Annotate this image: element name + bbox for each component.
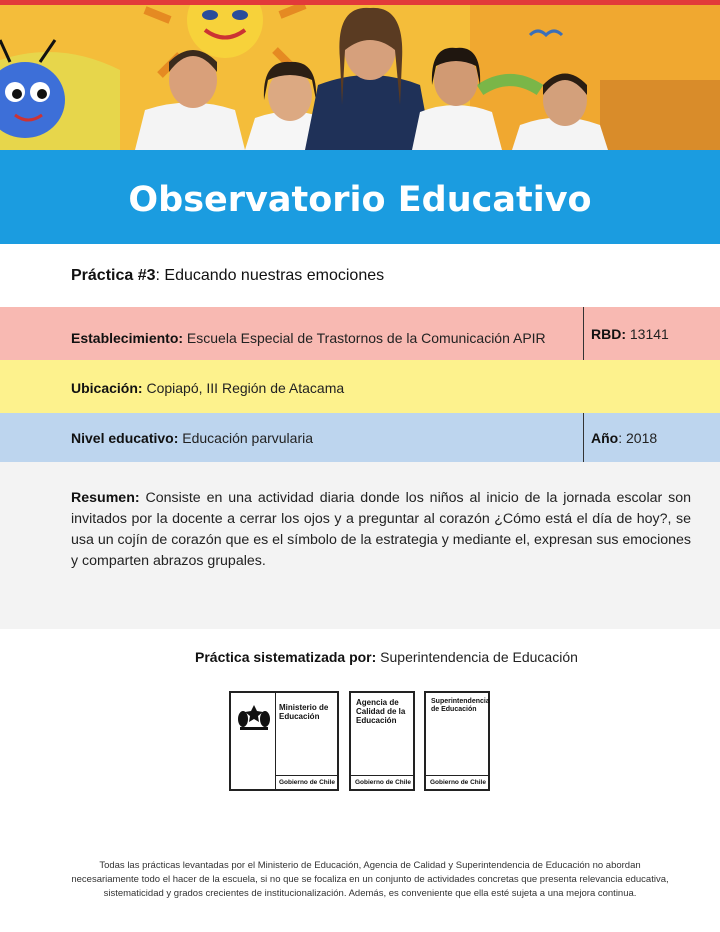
logo-line2: Educación [279,712,320,721]
rbd-label: RBD: [591,326,626,342]
establecimiento-value: Escuela Especial de Trastornos de la Comunicación APIR [183,330,546,346]
systematized-by [195,649,578,665]
anio-field [591,430,657,446]
summary-text: Consiste en una actividad diaria donde los niños al inicio de la jornada escolar son invitados por la docente a cerrar los ojos y a preguntar al corazón ¿Cómo está el día de hoy?, se usa un cojín de corazón que es el símbolo de la estrategia y mediante el, expresan sus emociones y comparten abrazos grupales. [71,490,691,569]
logo-agencia-text [356,698,405,725]
title-band [0,150,720,244]
nivel-field [71,430,313,446]
logo-footer-line [351,775,413,776]
logo-line2: Calidad de la [356,707,406,716]
nivel-label: Nivel educativo: [71,430,179,446]
practice-separator: : [155,267,160,284]
logo-footer-line [426,775,488,776]
page-title: Observatorio Educativo [128,180,592,220]
logo-ministerio-educacion [229,691,339,791]
logo-footer: Gobierno de Chile [355,779,411,786]
logo-line1: Ministerio de [279,703,329,712]
students-mural-illustration [0,0,720,150]
summary-paragraph [71,488,691,572]
practice-label: Práctica #3 [71,267,156,284]
logo-superintendencia-text [431,698,490,714]
systematized-value: Superintendencia de Educación [376,649,578,665]
logo-line3: Educación [356,716,397,725]
ubicacion-field [71,380,344,396]
rbd-divider [583,307,584,360]
ubicacion-value: Copiapó, III Región de Atacama [142,380,345,396]
practice-heading [71,267,384,285]
disclaimer: Todas las prácticas levantadas por el Ministerio de Educación, Agencia de Calidad y Superintendencia de Educación no abordan necesariamente todo el hacer de la escuela, si no que se focaliza en un conjunto de actividades concretas que presenta relevancia educativa, sistematicidad y grados crecientes de institucionalización. Además, es conveniente que ella esté sujeta a una mejora continua. [71,860,669,899]
summary-label: Resumen: [71,490,140,506]
hero-photo [0,0,720,150]
anio-value: : 2018 [618,430,658,446]
logo-line2: de Educación [431,706,477,713]
logo-footer-line [275,775,337,776]
logo-footer: Gobierno de Chile [279,779,335,786]
anio-divider [583,413,584,462]
establecimiento-field [71,330,546,346]
logo-superintendencia [424,691,490,791]
rbd-field [591,326,669,342]
practice-name: Educando nuestras emociones [159,267,385,284]
chile-coat-of-arms-icon [234,697,274,737]
logo-line1: Agencia de [356,698,399,707]
top-red-stripe [0,0,720,5]
logo-ministerio-text [279,703,328,721]
nivel-value: Educación parvularia [178,430,314,446]
logo-agencia-calidad [349,691,415,791]
establecimiento-label: Establecimiento: [71,330,184,346]
anio-label: Año [591,430,619,446]
systematized-label: Práctica sistematizada por: [195,649,377,665]
logo-footer: Gobierno de Chile [430,779,486,786]
logo-line1: Superintendencia [431,698,490,705]
rbd-value: 13141 [626,326,669,342]
ubicacion-label: Ubicación: [71,380,143,396]
